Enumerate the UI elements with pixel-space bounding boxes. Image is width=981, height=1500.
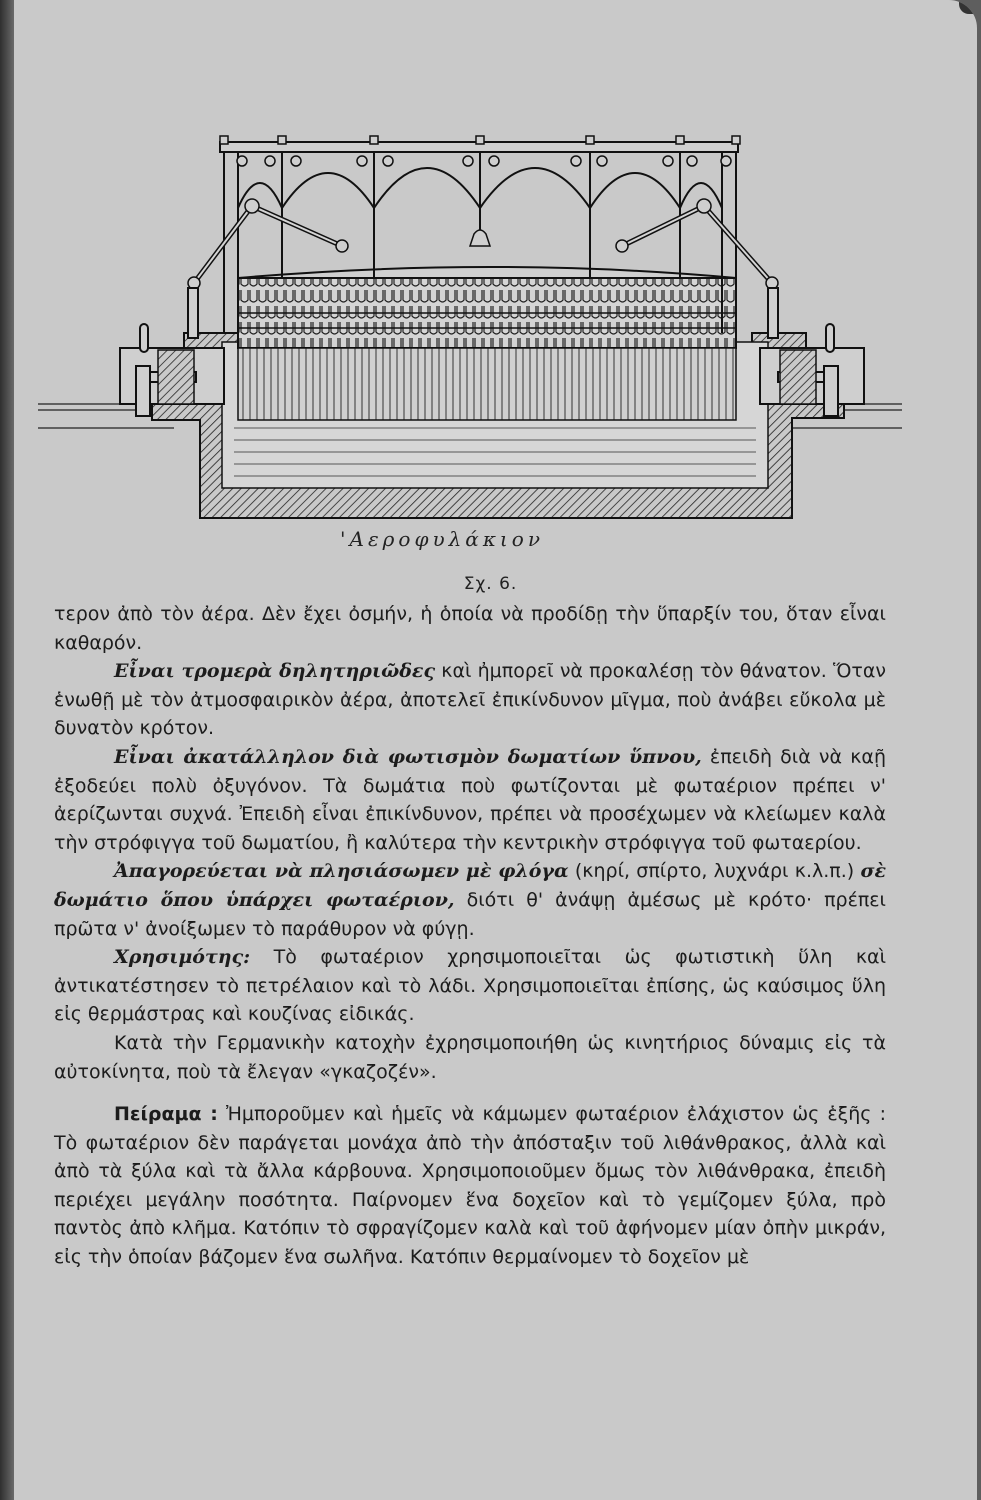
emphasis-text: Εἶναι τρομερὰ δηλητηριῶδες [114,660,436,683]
emphasis-text: Εἶναι ἀκατάλληλον διὰ φωτισμὸν δωματίων ὕπνου, [114,745,702,768]
paragraph-4: Ἀπαγορεύεται νὰ πλησιάσωμεν μὲ φλόγα (κηρί, σπίρτο, λυχνάρι κ.λ.π.) σὲ δωμάτιο ὅπου ὑπάρχει φωταέριον, διότι θ' ἀνάψῃ ἀμέσως μὲ κρότο· πρέπει πρῶτα ν' ἀνοίξωμεν τὸ παράθυρον νὰ φύγῃ. [54,860,886,940]
paragraph-2: Εἶναι τρομερὰ δηλητηριῶδες καὶ ἠμπορεῖ νὰ προκαλέσῃ τὸν θάνατον. Ὅταν ἑνωθῇ μὲ τὸν ἀτμοσφαιρικὸν ἀέρα, ἀποτελεῖ ἐπικίνδυνον μῖγμα, ποὺ ἀνάβει εὔκολα μὲ δυνατὸν κρότον. [54,660,886,740]
paragraph-1: τερον ἀπὸ τὸν ἀέρα. Δὲν ἔχει ὀσμήν, ἡ ὁποία νὰ προδίδῃ τὴν ὕπαρξίν του, ὅταν εἶναι καθαρόν. [54,603,886,654]
paragraph-5: Χρησιμότης: Τὸ φωταέριον χρησιμοποιεῖται ὡς φωτιστικὴ ὕλη καὶ ἀντικατέστησεν τὸ πετρέλαιον καὶ τὸ λάδι. Χρησιμοποιεῖται ἐπίσης, ὡς καύσιμος ὕλη εἰς θερμάστρας καὶ κουζίνας εἰδικάς. [54,946,886,1026]
heading-experiment: Πείραμα : [114,1103,218,1126]
paragraph-3: Εἶναι ἀκατάλληλον διὰ φωτισμὸν δωματίων ὕπνου, ἐπειδὴ διὰ νὰ καῇ ἐξοδεύει πολὺ ὀξυγόνον. Τὰ δωμάτια ποὺ φωτίζονται μὲ φωταέριον πρέπει ν' ἀερίζωνται συχνά. Ἐπειδὴ εἶναι ἐπικίνδυνον, πρέπει νὰ προσέχωμεν νὰ κλείωμεν καλὰ τὴν στρόφιγγα τοῦ δωματίου, ἢ καλύτερα τὴν κεντρικὴν στρόφιγγα τοῦ φωταερίου. [54,745,886,854]
figure-caption: Σχ. 6. [463,574,518,594]
paragraph-6: Κατὰ τὴν Γερμανικὴν κατοχὴν ἐχρησιμοποιήθη ὡς κινητήριος δύναμις εἰς τὰ αὐτοκίνητα, ποὺ τὰ ἔλεγαν «γκαζοζέν». [54,1031,886,1083]
book-binding-edge [0,0,14,1500]
emphasis-text: Ἀπαγορεύεται νὰ πλησιάσωμεν μὲ φλόγα [114,860,569,883]
body-text [54,600,886,1272]
emphasis-text: σὲ δωμάτιο ὅπου ὑπάρχει φωταέριον, [54,860,886,911]
gas-bell-dome [238,267,736,278]
paragraph-7: Πείραμα : Ἠμποροῦμεν καὶ ἡμεῖς νὰ κάμωμεν φωταέριον ἐλάχιστον ὡς ἑξῆς : Τὸ φωταέριον δὲν παράγεται μονάχα ἀπὸ τὴν ἀπόσταξιν τοῦ λιθάνθρακος, ἀλλὰ καὶ ἀπὸ τὰ ξύλα καὶ τὰ ἄλλα κάρβουνα. Χρησιμοποιοῦμεν ὅμως τὸν λιθάνθρακα, ἐπειδὴ περιέχει μεγάλην ποσότητα. Παίρνομεν ἕνα δοχεῖον καὶ τὸ γεμίζομεν ξύλα, πρὸ παντὸς ἀπὸ κλῆμα. Κατόπιν τὸ σφραγίζομεν καλὰ καὶ τοῦ ἀφήνομεν μίαν ὀπὴν μικράν, εἰς τὴν ὁποίαν βάζομεν ἕνα σωλῆνα. Κατόπιν θερμαίνομεν τὸ δοχεῖον μὲ [54,1103,886,1269]
gasometer-illustration [24,128,904,568]
page-corner-mark [959,0,973,14]
emphasis-text: Χρησιμότης: [114,946,251,969]
figure-label: 'Αεροφυλάκιον [340,527,544,551]
